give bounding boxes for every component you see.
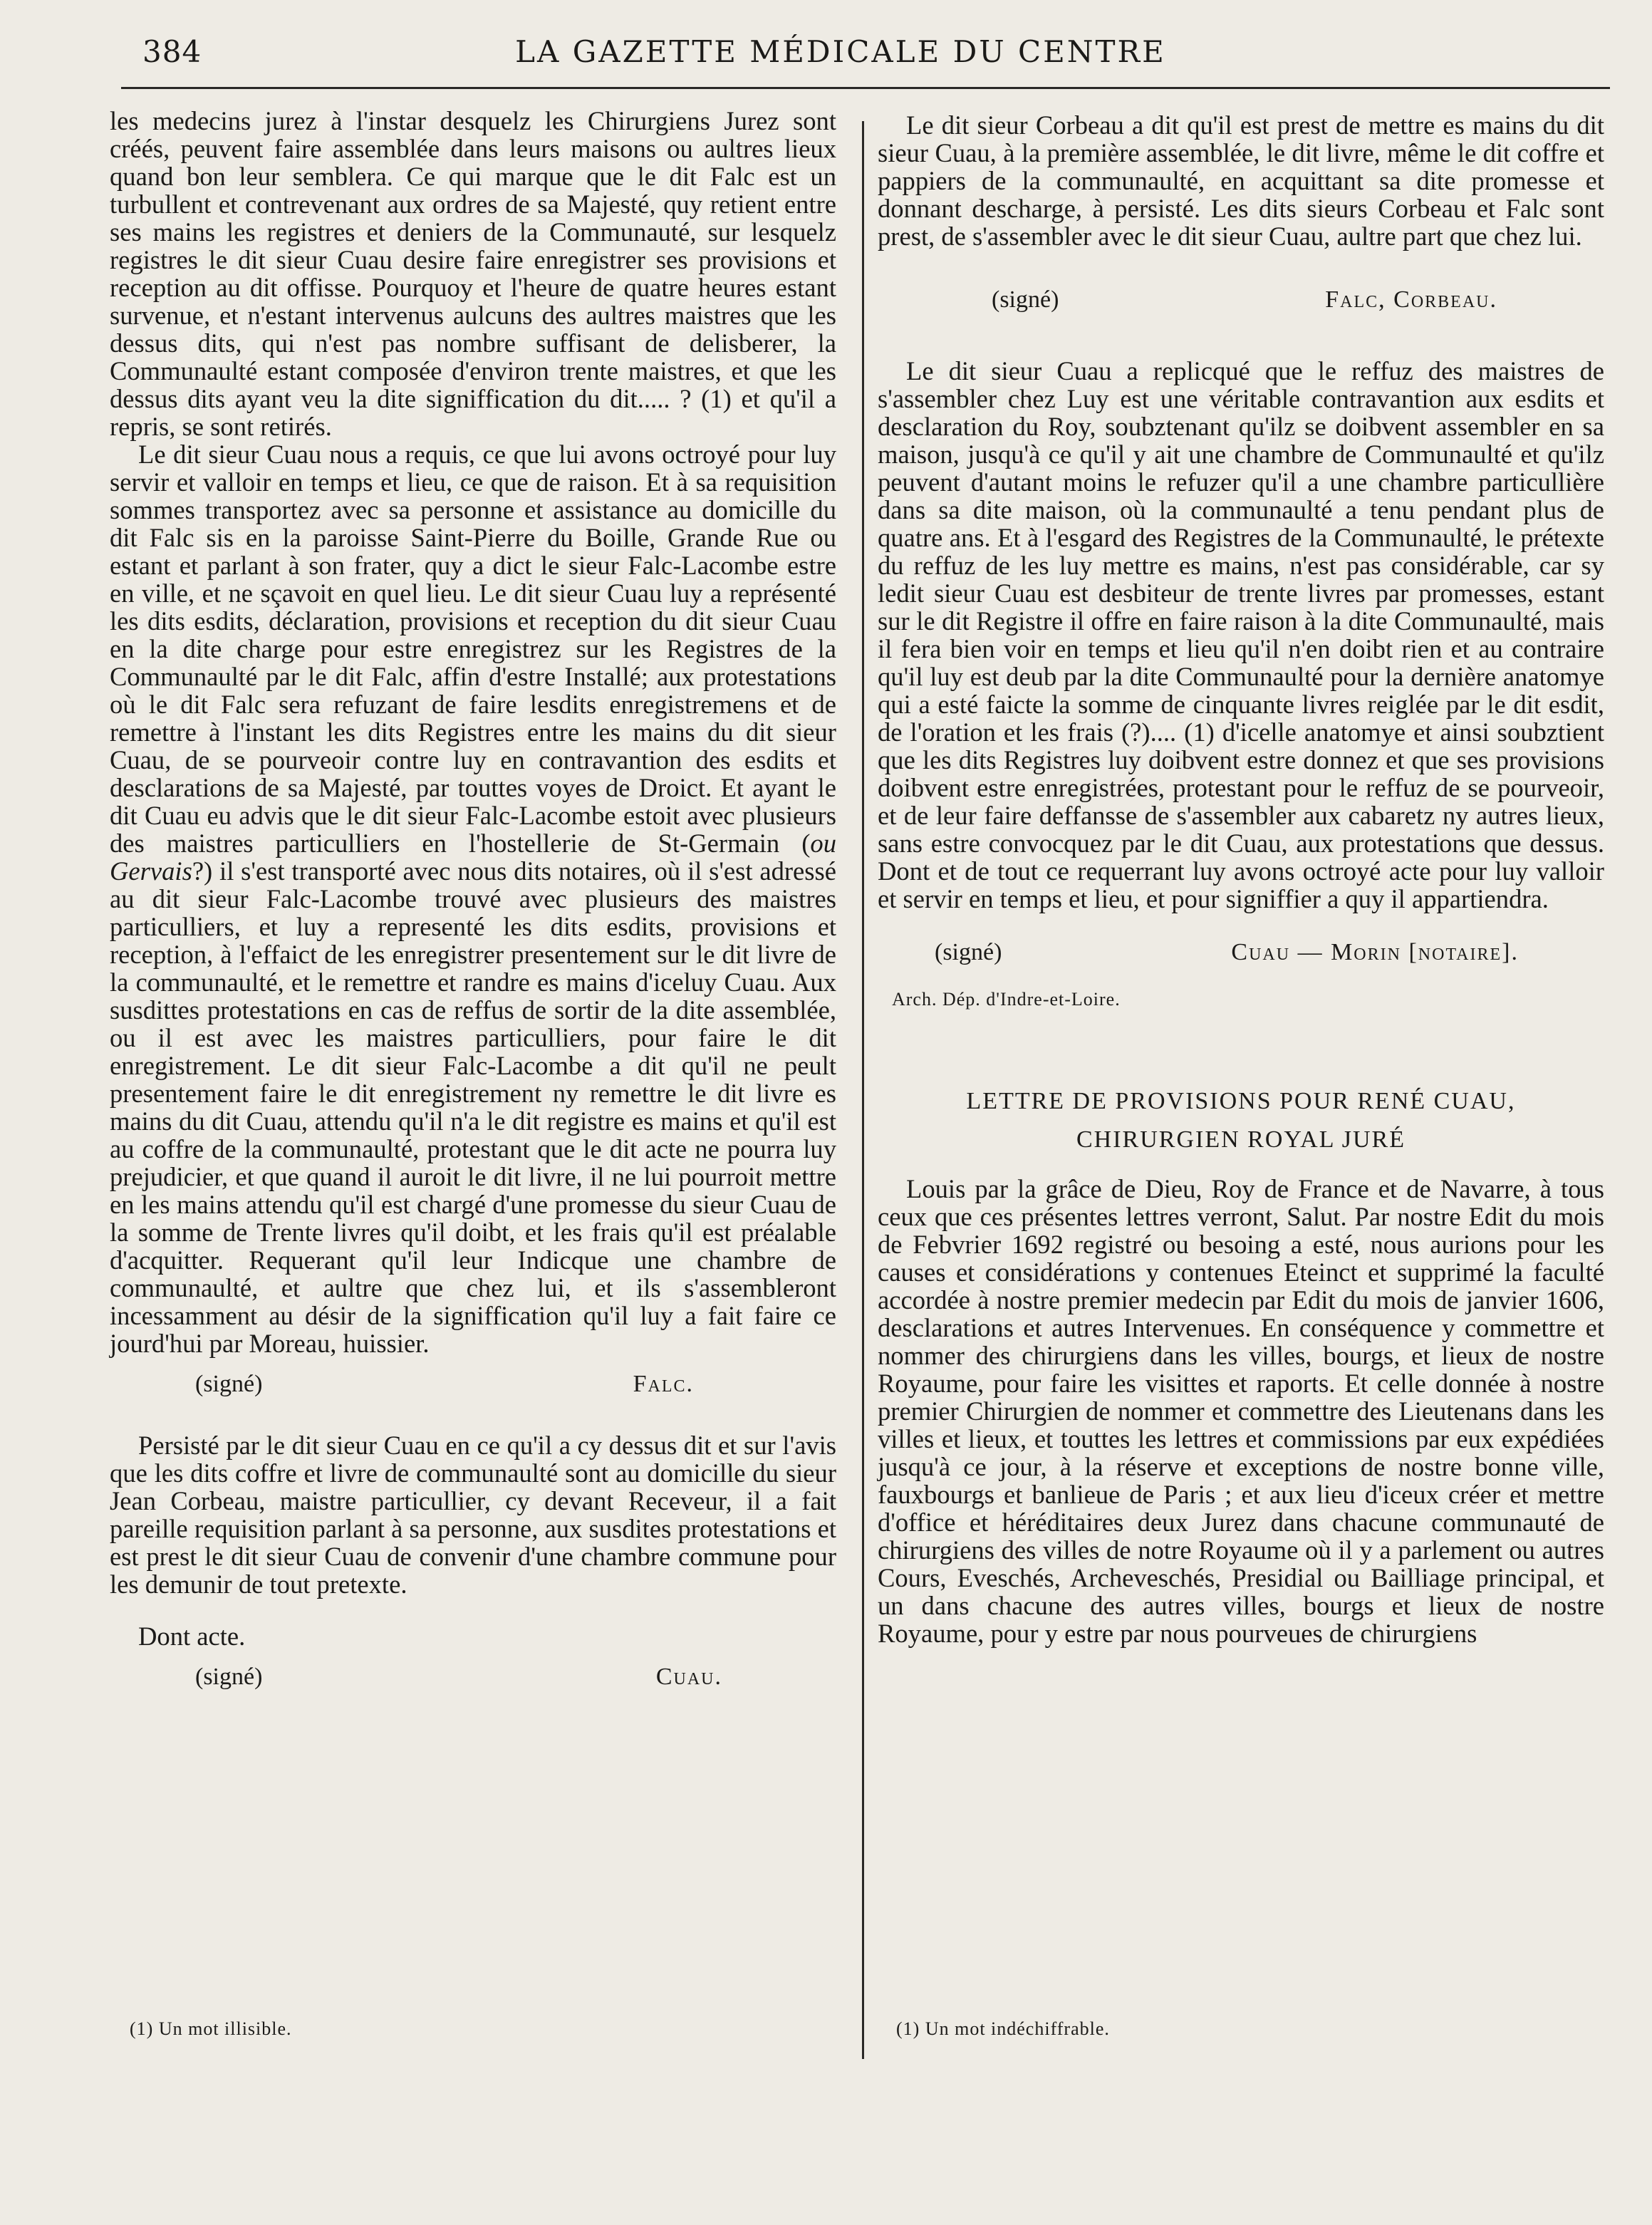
left-paragraph-2-italic: ou Gervais xyxy=(110,829,836,886)
signature-label: (signé) xyxy=(992,286,1059,313)
signature-label: (signé) xyxy=(195,1371,263,1397)
left-signature-1 xyxy=(110,1370,836,1399)
section-heading xyxy=(878,1082,1604,1159)
signature-name: Cuau. xyxy=(655,1664,722,1690)
running-title: LA GAZETTE MÉDICALE DU CENTRE xyxy=(515,34,1166,69)
signature-name: Cuau — Morin [notaire]. xyxy=(1231,939,1519,965)
left-column xyxy=(110,107,836,1691)
dont-acte: Dont acte. xyxy=(138,1622,246,1651)
section-title-line-1: LETTRE DE PROVISIONS POUR RENÉ CUAU, xyxy=(966,1088,1516,1114)
signature-label: (signé) xyxy=(935,939,1002,965)
signature-name: Falc, Corbeau. xyxy=(1325,286,1497,313)
signature-name: Falc. xyxy=(633,1371,694,1397)
header-rule xyxy=(121,87,1610,89)
signature-label: (signé) xyxy=(195,1664,263,1690)
right-footnote: (1) Un mot indéchiffrable. xyxy=(896,2018,1110,2039)
left-paragraph-1: les medecins jurez à l'instar desquelz les Chirurgiens Jurez sont créés, peuvent faire assemblée dans leurs maisons ou aultres lieux quand bon leur semblera. Ce qui marque que le dit Falc est un turbullent et contrevenant aux ordres de sa Majesté, quy retient entre ses mains les registres et deniers de la Communauté, sur lesquelz registres le dit sieur Cuau desire faire enregistrer ses provisions et reception au dit offisse. Pourquoy et l'heure de quatre heures estant survenue, et n'estant intervenus aulcuns des aultres maistres que les dessus dits, qui n'est pas nombre suffisant de delisberer, la Communaulté estant composée d'environ trente maistres, et que les dessus dits ayant veu la dite signiffication du dit..... ? (1) et qu'il a repris, se sont retirés. xyxy=(110,106,836,441)
right-signature-2 xyxy=(878,938,1604,967)
right-column xyxy=(878,111,1604,1647)
archive-reference: Arch. Dép. d'Indre-et-Loire. xyxy=(892,989,1121,1010)
right-paragraph-1: Le dit sieur Corbeau a dit qu'il est prest de mettre es mains du dit sieur Cuau, à la première assemblée, le dit livre, même le dit coffre et pappiers de la communaulté, en acquittant sa dite promesse et donnant descharge, à persisté. Les dits sieurs Corbeau et Falc sont prest, de s'assembler avec le dit sieur Cuau, aultre part que chez lui. xyxy=(878,110,1604,251)
right-paragraph-3: Louis par la grâce de Dieu, Roy de France et de Navarre, à tous ceux que ces présentes lettres verront, Salut. Par nostre Edit du mois de Febvrier 1692 registré ou besoing a esté, nous aurions pour les causes et considérations y contenues Eteinct et supprimé la faculté accordée à nostre premier medecin par Edit du mois de janvier 1606, desclarations et autres Intervenues. En conséquence y commettre et nommer des chirurgiens dans les villes, bourgs, et lieux de nostre Royaume, pour faire les visittes et raports. Et celle donnée à nostre premier Chirurgien de nommer et commettre des Lieutenans dans les villes et lieux, et touttes les lettres et commissions par eux expédiées jusqu'à ce jour, à la réserve et exceptions de nostre bonne ville, fauxbourgs et banlieue de Paris ; et aux lieu d'iceux créer et mettre d'office et héréditaires deux Jurez dans chacune communauté de chirurgiens des villes de notre Royaume où il y a parlement ou autres Cours, Eveschés, Archeveschés, Presidial ou Bailliage principal, et un dans chacune des autres villes, bourgs et lieux de nostre Royaume, pour y estre par nous pourveues de chirurgiens xyxy=(878,1174,1604,1648)
left-paragraph-2-text: Le dit sieur Cuau nous a requis, ce que lui avons octroyé pour luy servir et valloir en temps et lieu, ce que de raison. Et à sa requisition sommes transportez avec sa personne et assistance au domicille du dit Falc sis en la paroisse Saint-Pierre du Boille, Grande Rue ou estant et parlant à son frater, quy a dict le sieur Falc-Lacombe estre en ville, et ne sçavoit en quel lieu. Le dit sieur Cuau luy a représenté les dits esdits, déclaration, provisions et reception du dit sieur Cuau en la dite charge pour estre enregistrez sur les Registres de la Communaulté par le dit Falc, affin d'estre Installé; aux protestations où le dit Falc sera refuzant de faire lesdits enregistremens et de remettre à l'instant les dits Registres entre les mains du dit sieur Cuau, de se pourveoir contre luy en contravantion des esdits et desclarations de sa Majesté, par touttes voyes de Droict. Et ayant le dit Cuau eu advis que le dit sieur Falc-Lacombe estoit avec plusieurs des maistres particulliers en l'hostellerie de St-Germain ( xyxy=(110,440,836,858)
left-paragraph-2 xyxy=(110,440,836,1357)
left-signature-2 xyxy=(110,1663,836,1691)
left-paragraph-3: Persisté par le dit sieur Cuau en ce qu'il a cy dessus dit et sur l'avis que les dits coffre et livre de communaulté sont au domicille du sieur Jean Corbeau, maistre particullier, cy devant Receveur, il a fait pareille requisition parlant à sa personne, aux susdites protestations et est prest le dit sieur Cuau de convenir d'une chambre commune pour les demunir de tout pretexte. xyxy=(110,1431,836,1599)
right-paragraph-2: Le dit sieur Cuau a replicqué que le reffuz des maistres de s'assembler chez Luy est une véritable contravantion aux esdits et desclaration du Roy, soubztenant qu'ilz se doibvent assembler en sa maison, jusqu'à ce qu'il y ait une chambre de Communaulté et qu'ilz peuvent d'autant moins le refuzer qu'il a une chambre particullière dans sa dite maison, où la communaulté a tenu pendant plus de quatre ans. Et à l'esgard des Registres de la Communaulté, le prétexte du reffuz de les luy mettre es mains, n'est pas considérable, car sy ledit sieur Cuau est desbiteur de trente livres par promesses, estant sur le dit Registre il offre en faire raison à la dite Communaulté, mais il fera bien voir en temps et lieu qu'il n'en doibt rien et au contraire qu'il luy est deub par la dite Communaulté pour la dernière anatomye qui a esté faicte la somme de cinquante livres reiglée par le dit esdit, de l'oration et les frais (?).... (1) d'icelle anatomye et ainsi soubztient que les dits Registres luy doibvent estre donnez et que ses provisions doibvent estre enregistrées, protestant pour le reffuz de se pourveoir, et de leur faire deffansse de s'assembler aux cabaretz ny autres lieux, sans estre convocquez par le dit Cuau, aux protestations que dessus. Dont et de tout ce requerrant luy avons octroyé acte pour luy valloir et servir en temps et lieu, et pour signiffier a quy il appartiendra. xyxy=(878,356,1604,913)
page-number: 384 xyxy=(142,34,202,69)
left-paragraph-2-rest: ?) il s'est transporté avec nous dits notaires, où il s'est adressé au dit sieur Falc-Lacombe trouvé avec plusieurs des maistres particulliers, et luy a representé les dits esdits, provisions et reception, à l'effaict de les enregistrer presentement sur le dit livre de la communaulté, et le remettre et randre es mains d'iceluy Cuau. Aux susdittes protestations en cas de reffus de sortir de la dite assemblée, ou il est avec les maistres particulliers, pour faire le dit enregistrement. Le dit sieur Falc-Lacombe a dit qu'il ne peult presentement faire le dit enregistrement ny remettre le dit livre es mains du dit Cuau, attendu qu'il n'a le dit registre es mains et qu'il est au coffre de la communaulté, protestant que le dit acte ne pourra luy prejudicier, et que quand il auroit le dit livre, il ne lui pourroit mettre en les mains attendu qu'il est chargé d'une promesse du sieur Cuau de la somme de Trente livres qu'il doibt, et les frais qu'il est préalable d'acquitter. Requerant qu'il leur Indicque une chambre de communaulté, et aultre que chez lui, et ils s'assembleront incessamment au désir de la signiffication qu'il luy a fait faire ce jourd'hui par Moreau, huissier. xyxy=(110,856,836,1358)
page-header xyxy=(142,34,1539,77)
right-signature-1 xyxy=(878,286,1604,314)
column-divider xyxy=(862,121,864,2059)
section-title-line-2: CHIRURGIEN ROYAL JURÉ xyxy=(1076,1126,1406,1153)
left-footnote: (1) Un mot illisible. xyxy=(130,2018,292,2039)
